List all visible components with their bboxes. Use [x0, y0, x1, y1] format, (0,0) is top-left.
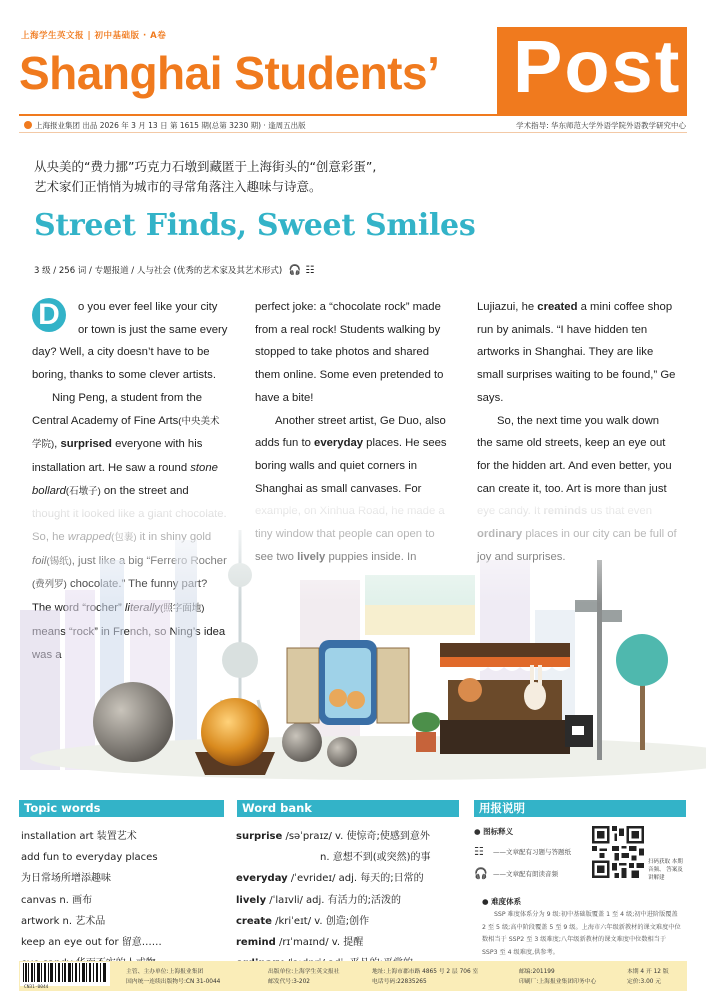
drop-cap: D [32, 298, 66, 332]
topic-word-item: 为日常场所增添趣味 [21, 873, 111, 885]
word-bank-item: lively /ˈlaɪvli/ adj. 有活力的;活泼的 [236, 894, 402, 906]
masthead-divider [19, 114, 687, 116]
footer-col-1: 主管、主办单位:上海报业集团 国内统一连续出版物号:CN 31-0044 [126, 969, 221, 985]
footer-col-4: 邮编:201199 印刷厂:上海报业集团印务中心 [519, 969, 597, 985]
lead-line-2: 艺术家们正悄悄为城市的寻常角落注入趣味与诗意。 [34, 179, 322, 194]
usage-guide-header: 用报说明 [474, 800, 686, 817]
exercise-icon: ☷ [305, 265, 315, 276]
article-headline: Street Finds, Sweet Smiles [34, 208, 476, 243]
masthead-divider-thin [19, 132, 687, 133]
word-bank-item: remind /rɪˈmaɪnd/ v. 提醒 [236, 937, 364, 949]
lead-line-1: 从央美的“费力挪”巧克力石墩到藏匿于上海街头的“创意彩蛋”, [34, 159, 377, 174]
street-art-illustration [0, 500, 706, 795]
word-bank-list [236, 826, 431, 974]
academic-advisor: 学术指导: 华东师范大学外语学院外语教学研究中心 [516, 121, 686, 130]
topic-word-item: artwork n. 艺术品 [21, 915, 106, 927]
icon-legend-row: 🎧 ——文章配有朗读音频 [474, 867, 558, 880]
word-bank-item: everyday /ˈevrideɪ/ adj. 每天的;日常的 [236, 873, 424, 885]
col2-para1: perfect joke: a “chocolate rock” made from a real rock! Students walking by stopped to take photos and shared them online. Some even pretended to have a bite! [255, 301, 444, 404]
topic-words-list [21, 826, 162, 974]
headphones-icon: 🎧 [474, 867, 488, 880]
col2-para2: Another street artist, Ge Duo, also adds fun to everyday places. He sees boring walls and quiet corners in Shanghai as small canvases. For [255, 410, 451, 569]
edition-tag: 上海学生英文报 | 初中基础版 · A卷 [21, 31, 167, 41]
topic-word-item: add fun to everyday places [21, 852, 158, 864]
exercise-icon: ☷ [474, 845, 484, 858]
lead-paragraph [34, 157, 376, 197]
topic-word-item: keep an eye out for 留意…… [21, 937, 162, 949]
word-bank-item: surprise /səˈpraɪz/ v. 使惊奇;使感到意外 [236, 831, 430, 842]
masthead-post-word: Post [513, 25, 682, 108]
topic-words-header: Topic words [19, 800, 224, 817]
keyword-everyday: everyday [314, 437, 364, 450]
topic-word-item: installation art 装置艺术 [21, 831, 137, 842]
col1-para2: Ning Peng, a student from the Central Academy of Fine Arts(中央美术学院), surprised everyone with his installation art. He saw a round stone bollard(石墩子) on the street and [32, 391, 220, 497]
keyword-created: created [537, 301, 578, 313]
barcode-number: CN31-0044 [24, 985, 49, 990]
col3-para2: So, the next time you walk down the same old streets, keep an eye out for the hidden art. And even better, you can create it, too. Art is more than just [477, 410, 677, 569]
article-meta [34, 264, 314, 276]
word-bank-header: Word bank [237, 800, 459, 817]
qr-note: 扫码获取 本期音频、 答案及讲解建 [648, 859, 683, 881]
col1-para1: o you ever feel like your city or town is just the same every day? Well, a city doesn’t have to be boring, thanks to some clever artists. [32, 301, 228, 382]
word-bank-item: create /kriˈeɪt/ v. 创造;创作 [236, 915, 370, 927]
footer-col-2: 出版单位:上海学生英文报社 邮发代号:3-202 [268, 969, 340, 985]
group-logo-icon [24, 121, 32, 129]
col3-para1: Lujiazui, he created a mini coffee shop run by animals. “I have hidden ten artworks in Shanghai. They are like small surprises waiting to be found,” Ge says. [477, 301, 676, 404]
difficulty-title: ● 难度体系 [482, 897, 522, 906]
icon-legend-row: ☷ ——文章配有习题与答题纸 [474, 845, 571, 858]
issue-line [24, 120, 306, 131]
masthead-title: Shanghai Students’ [19, 47, 440, 99]
barcode [20, 962, 110, 986]
headphones-icon: 🎧 [288, 265, 302, 276]
footer-col-3: 地址:上海市郡市路 4865 号 2 层 706 室 电话号码:22835265 [372, 969, 479, 985]
article-meta-text: 3 级 / 256 词 / 专题报道 / 人与社会 (优秀的艺术家及其艺术形式) [34, 266, 283, 276]
word-bank-item: n. 意想不到(或突然)的事 [320, 852, 431, 864]
icon-legend-title: ● 图标释义 [474, 827, 514, 836]
qr-code[interactable] [592, 826, 644, 878]
topic-word-item: canvas n. 画布 [21, 894, 93, 906]
difficulty-text: SSP 难度体系分为 9 级:初中基础版覆盖 1 至 4 级;初中进阶版覆盖 2 至 5 级;高中阶段覆盖 5 至 9 级。上海市六年级新教材的课文难度中位数相当于 SSP2 至 3 级难度;八年级新教材的课文难度中位数相当于 SSP3 至 4 级难度,供参考。 [482, 911, 681, 956]
issue-text: 上海报业集团 出品 2026 年 3 月 13 日 第 1615 期(总第 3230 期) · 逢周五出版 [35, 121, 306, 130]
keyword-surprised: surprised [60, 438, 112, 451]
footer-col-5: 本期 4 开 12 版 定价:3.00 元 [627, 969, 669, 985]
